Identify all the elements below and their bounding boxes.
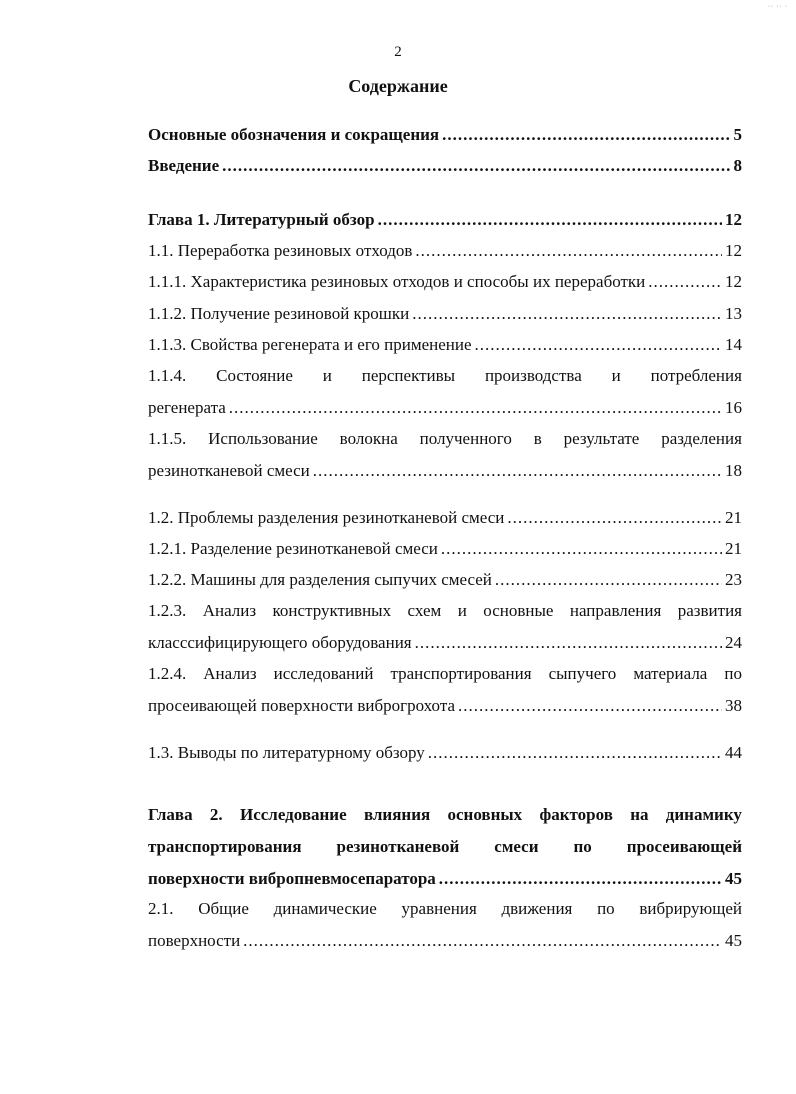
dot-leader [475,334,722,356]
word: направления [569,601,662,620]
dot-leader [412,303,722,325]
dot-leader [458,695,722,717]
toc-entry-introduction[interactable] [148,155,742,177]
toc-entry-1-2-2[interactable] [148,569,742,591]
word: просеивающей [626,837,742,856]
word: потребления [650,366,742,385]
page-title: Содержание [348,76,448,96]
word: по [573,837,592,856]
word: Исследование [239,805,347,824]
toc-entry-chapter-1[interactable] [148,209,742,231]
toc-entry-first-line [148,600,742,622]
toc-entry-title-continued: поверхности вибропневмосепаратора [148,869,436,888]
toc-entry-abbreviations[interactable] [148,124,742,146]
toc-entry-page: 8 [733,156,742,175]
word: 2. [209,805,223,824]
word: 1.1.4. [148,366,187,385]
toc-entry-title: 1.1. Переработка резиновых отходов [148,241,413,260]
word: влияния [363,805,431,824]
word: на [630,805,649,824]
corner-mark: ·· ·· · [768,4,788,10]
toc-entry-1-1-5[interactable] [148,428,742,482]
dot-leader [507,507,722,529]
toc-entry-title: Основные обозначения и сокращения [148,125,440,144]
word: материала [633,664,708,683]
toc-entry-page: 13 [725,304,742,323]
word: 1.2.3. [148,601,187,620]
dot-leader [229,397,722,419]
toc-entry-page: 24 [725,633,742,652]
toc-entry-page: 38 [725,696,742,715]
word: Анализ [202,601,257,620]
toc-entry-page: 18 [725,461,742,480]
word: транспортирования [390,664,532,683]
toc-entry-1-3[interactable] [148,742,742,764]
toc-entry-title: 1.2.1. Разделение резинотканевой смеси [148,539,438,558]
toc-entry-title-continued: поверхности [148,931,241,950]
word: конструктивных [272,601,392,620]
dot-leader [415,240,722,262]
toc-entry-title: Глава 1. Литературный обзор [148,210,375,229]
toc-entry-first-line [148,365,742,387]
toc-entry-title: 1.2.2. Машины для разделения сыпучих смесей [148,570,492,589]
word: и [611,366,621,385]
word: Использование [208,429,318,448]
dot-leader [439,868,722,890]
word: и [322,366,332,385]
word: резинотканевой [336,837,460,856]
word: перспективы [361,366,456,385]
word: Анализ [203,664,257,683]
word: вибрирующей [639,899,742,918]
toc-entry-page: 23 [725,570,742,589]
dot-leader [415,632,722,654]
word: и [457,601,467,620]
word: 2.1. [148,899,174,918]
word: производства [484,366,582,385]
toc-entry-title: 1.1.1. Характеристика резиновых отходов и способы их переработки [148,272,646,291]
toc-entry-1-2-4[interactable] [148,663,742,717]
dot-leader [313,460,722,482]
word: по [724,664,742,683]
word: динамические [273,899,377,918]
page-number: 2 [394,44,402,60]
word: основные [483,601,554,620]
toc-entry-first-line [148,663,742,685]
toc-entry-chapter-2[interactable] [148,804,742,890]
toc-entry-page: 12 [725,210,742,229]
toc-entry-title-continued: просеивающей поверхности виброгрохота [148,696,455,715]
toc-entry-1-1-3[interactable] [148,334,742,356]
word: Состояние [216,366,293,385]
toc-entry-page: 21 [725,508,742,527]
toc-entry-title-continued: регенерата [148,398,226,417]
dot-leader [428,742,722,764]
toc-entry-title: 1.1.2. Получение резиновой крошки [148,304,410,323]
dot-leader [648,271,722,293]
toc-entry-page: 14 [725,335,742,354]
toc-entry-title-continued: резинотканевой смеси [148,461,310,480]
dot-leader [442,124,730,146]
toc-entry-page: 12 [725,272,742,291]
word: по [597,899,615,918]
dot-leader [378,209,722,231]
toc-entry-page: 45 [725,931,742,950]
word: полученного [419,429,512,448]
toc-entry-page: 45 [725,869,742,888]
toc-entry-1-1-1[interactable] [148,271,742,293]
toc-entry-1-1[interactable] [148,240,742,262]
toc-entry-title: 1.3. Выводы по литературному обзору [148,743,425,762]
word: в [533,429,542,448]
word: исследований [273,664,374,683]
toc-entry-title: 1.2. Проблемы разделения резинотканевой смеси [148,508,505,527]
word: развития [677,601,742,620]
word: 1.1.5. [148,429,187,448]
toc-entry-first-line [148,898,742,920]
word: смеси [494,837,539,856]
toc-entry-first-line [148,804,742,826]
word: Глава [148,805,193,824]
word: 1.2.4. [148,664,187,683]
toc-entry-1-2[interactable] [148,507,742,529]
toc-entry-page: 44 [725,743,742,762]
toc-entry-page: 16 [725,398,742,417]
word: сыпучего [548,664,617,683]
toc-entry-1-2-1[interactable] [148,538,742,560]
toc-entry-page: 21 [725,539,742,558]
toc-entry-title: Введение [148,156,220,175]
toc-entry-title: 1.1.3. Свойства регенерата и его применение [148,335,472,354]
toc-entry-1-1-2[interactable] [148,303,742,325]
word: динамику [665,805,742,824]
toc-entry-page: 12 [725,241,742,260]
word: движения [501,899,573,918]
word: уравнения [401,899,477,918]
toc-entry-2-1[interactable] [148,898,742,952]
word: результате [563,429,640,448]
word: схем [407,601,442,620]
toc-entry-page: 5 [733,125,742,144]
toc-entry-1-1-4[interactable] [148,365,742,419]
toc-entry-title-continued: класссифицирующего оборудования [148,633,412,652]
toc-entry-1-2-3[interactable] [148,600,742,654]
dot-leader [222,155,730,177]
toc-entry-first-line [148,428,742,450]
word: волокна [339,429,398,448]
word: разделения [661,429,742,448]
word: основных [447,805,523,824]
dot-leader [441,538,722,560]
word: Общие [198,899,249,918]
word: факторов [539,805,613,824]
toc-entry-second-line [148,836,742,858]
dot-leader [243,930,722,952]
word: транспортирования [148,837,302,856]
dot-leader [495,569,722,591]
